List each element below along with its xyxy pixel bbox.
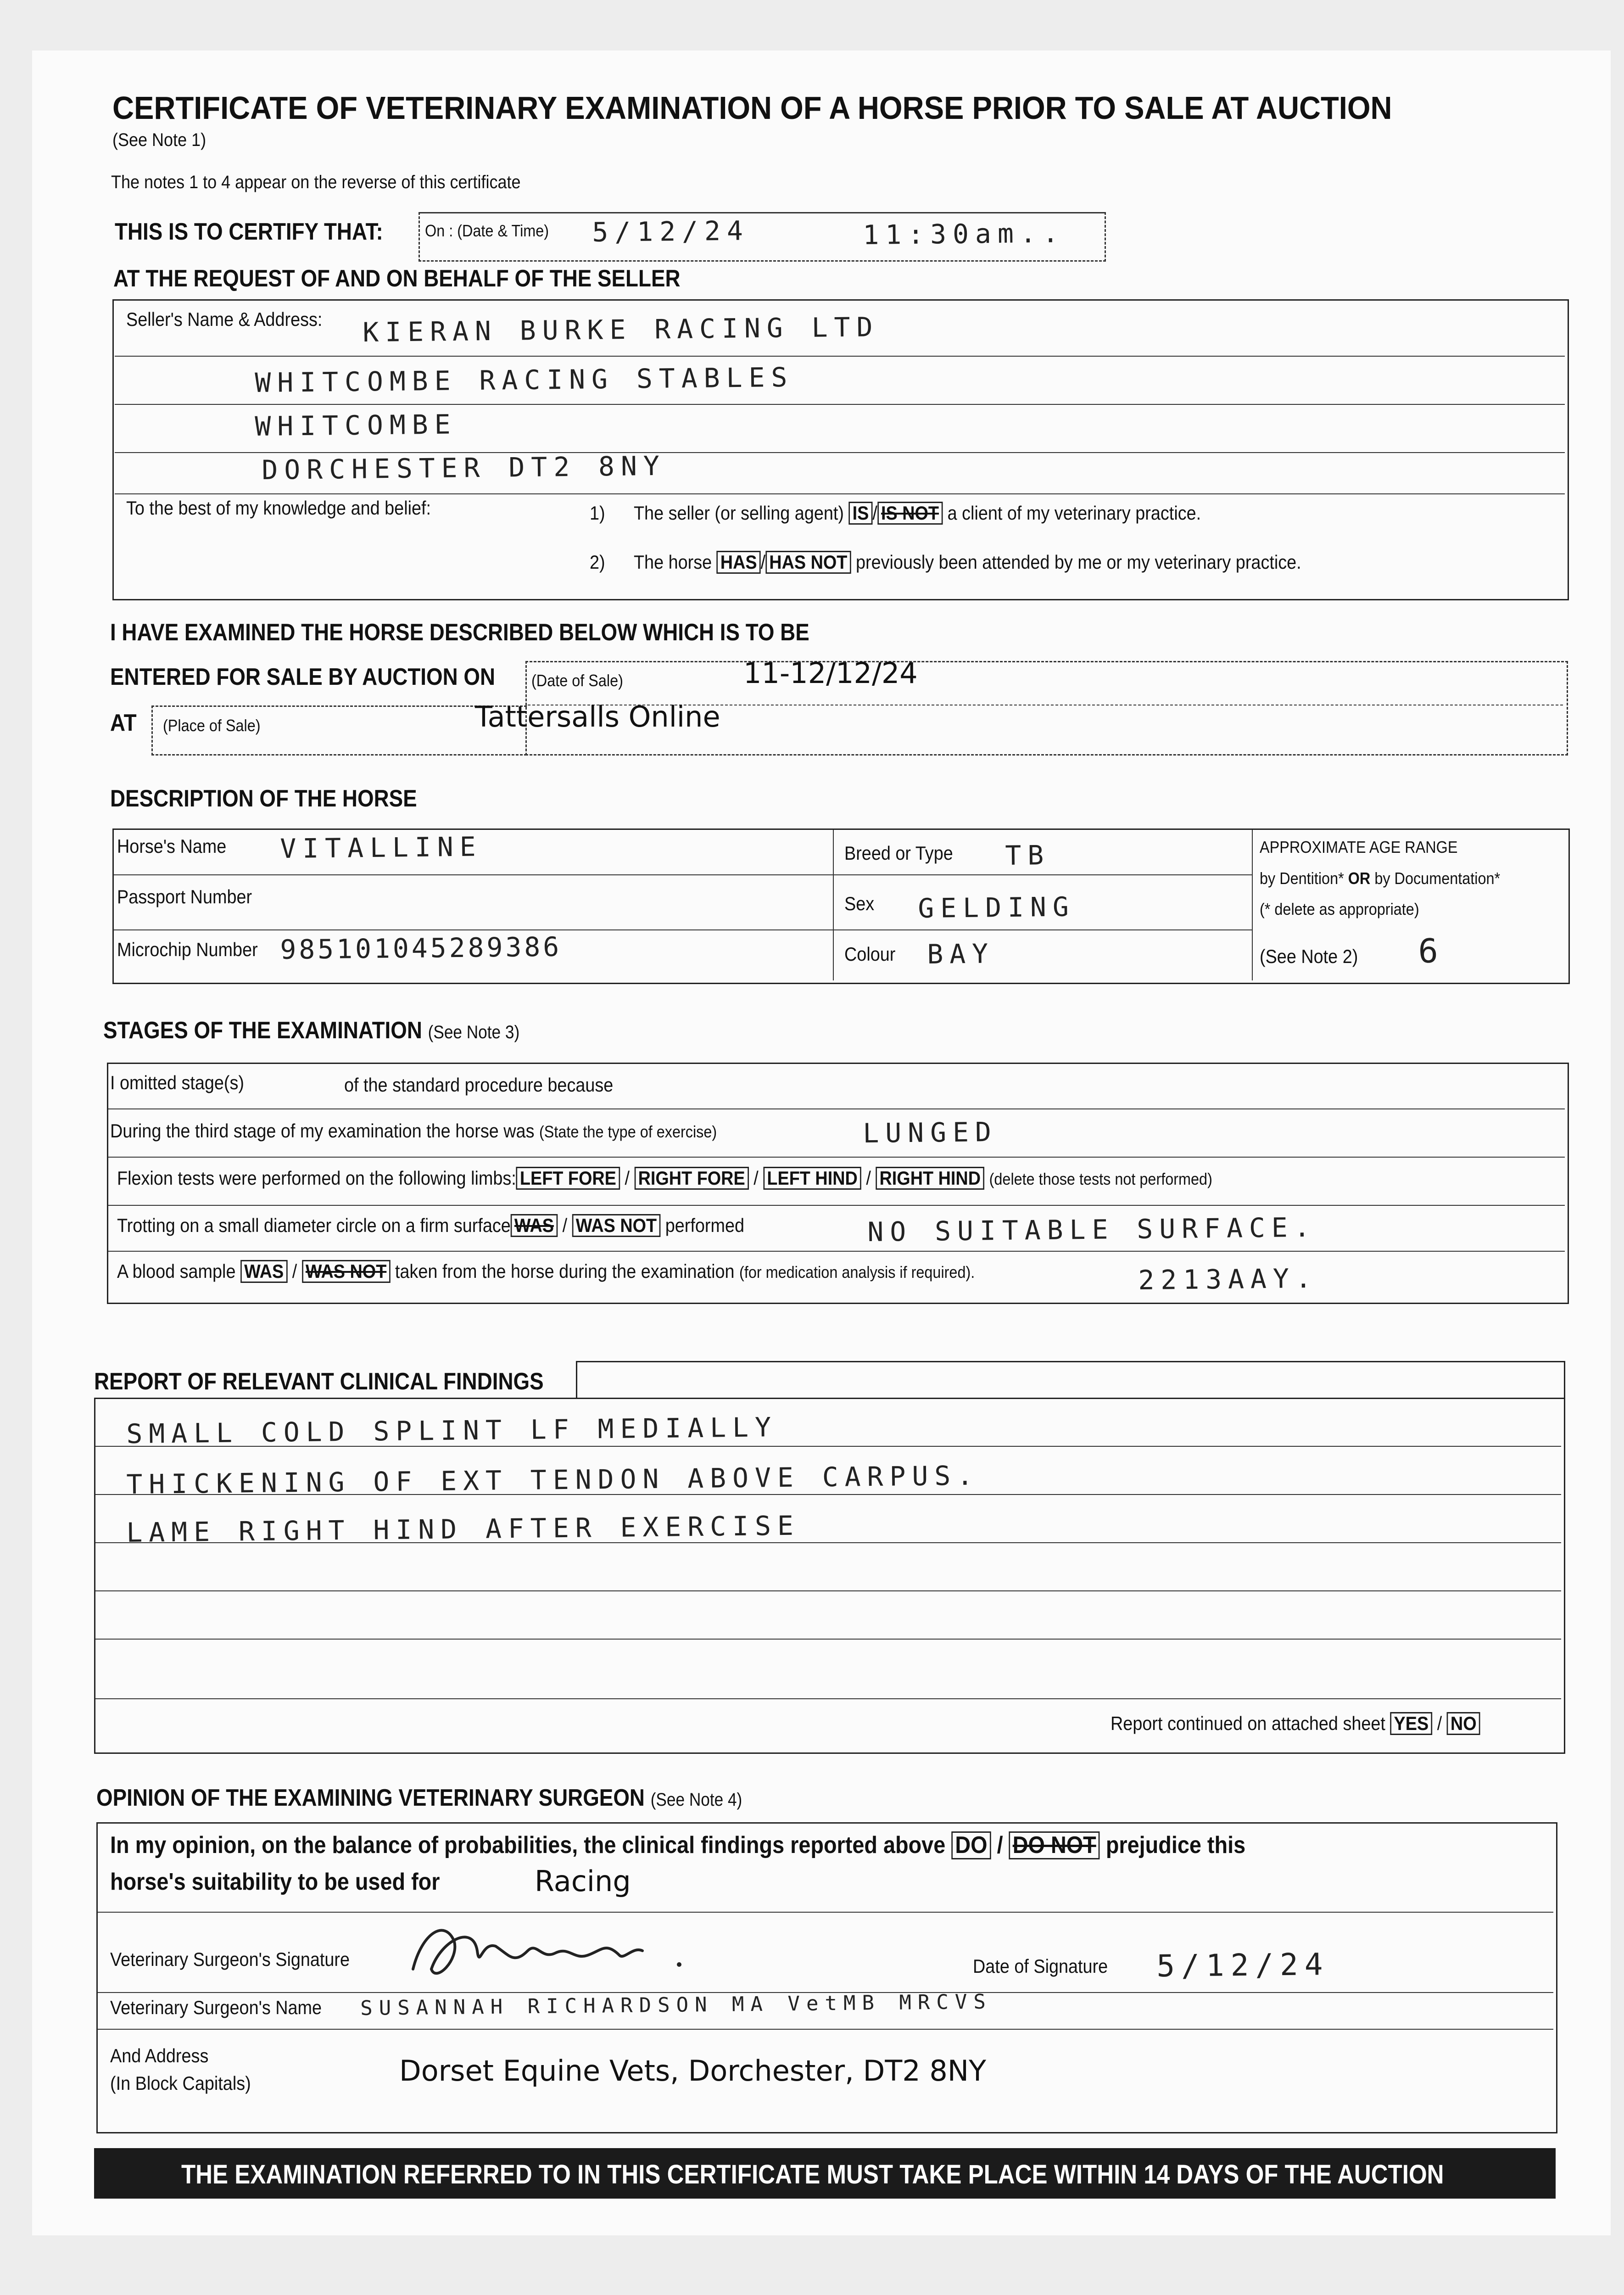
age-heading: APPROXIMATE AGE RANGE: [1260, 838, 1458, 856]
certify-label: THIS IS TO CERTIFY THAT:: [115, 218, 383, 245]
continued-no-option[interactable]: NO: [1447, 1712, 1480, 1735]
omitted-post: of the standard procedure because: [344, 1074, 614, 1096]
trot-post: performed: [665, 1215, 745, 1236]
exam-date-value: 5/12/24: [592, 215, 750, 248]
continued-row: Report continued on attached sheet YES / NO: [1111, 1712, 1480, 1735]
seller-is-option[interactable]: IS: [848, 502, 872, 525]
blood-post: taken from the horse during the examination: [395, 1260, 735, 1282]
trot-row: Trotting on a small diameter circle on a firm surface WAS / WAS NOT performed: [117, 1214, 744, 1237]
signature-label: Veterinary Surgeon's Signature: [110, 1948, 350, 1970]
finding-1: SMALL COLD SPLINT LF MEDIALLY: [126, 1411, 778, 1450]
item-1-post: a client of my veterinary practice.: [947, 502, 1201, 524]
date-time-label: On : (Date & Time): [425, 221, 549, 240]
opinion-row-3: [98, 2029, 1553, 2030]
stages-heading-text: STAGES OF THE EXAMINATION: [103, 1017, 422, 1044]
blood-pre: A blood sample: [117, 1260, 236, 1282]
seller-line-3-value: WHITCOMBE: [255, 409, 457, 442]
seller-line-2-value: WHITCOMBE RACING STABLES: [255, 361, 794, 398]
examined-line: I HAVE EXAMINED THE HORSE DESCRIBED BELOW WHICH IS TO BE: [110, 619, 809, 646]
finding-2: THICKENING OF EXT TENDON ABOVE CARPUS.: [126, 1460, 980, 1500]
seller-line-4: [115, 493, 1565, 494]
horse-name-value: VITALLINE: [280, 831, 482, 864]
horse-has-not-option[interactable]: HAS NOT: [765, 551, 851, 574]
item-1-number: 1): [590, 502, 605, 524]
opinion-text-2: horse's suitability to be used for: [110, 1869, 440, 1895]
microchip-value: 985101045289386: [280, 931, 562, 965]
knowledge-label: To the best of my knowledge and belief:: [126, 497, 431, 519]
age-delete-note: (* delete as appropriate): [1260, 900, 1419, 918]
findings-box: [94, 1398, 1565, 1754]
sex-label: Sex: [844, 893, 875, 914]
breed-value: TB: [1005, 839, 1050, 871]
seller-line-3: [115, 452, 1565, 453]
opinion-heading-text: OPINION OF THE EXAMINING VETERINARY SURGEON: [96, 1785, 645, 1811]
colour-label: Colour: [844, 943, 896, 965]
horse-has-option[interactable]: HAS: [717, 551, 761, 574]
flexion-right-hind[interactable]: RIGHT HIND: [876, 1167, 984, 1190]
vet-name-label: Veterinary Surgeon's Name: [110, 1997, 322, 2018]
item-2-text: The horse: [633, 551, 712, 573]
seller-line-1-value: KIERAN BURKE RACING LTD: [363, 311, 879, 348]
description-col-2: [1252, 830, 1253, 980]
opinion-row-1: [98, 1912, 1553, 1913]
address-block-capitals-label: (In Block Capitals): [110, 2072, 251, 2094]
blood-sample-value: 2213AAY.: [1138, 1262, 1318, 1296]
request-label: AT THE REQUEST OF AND ON BEHALF OF THE SELLER: [113, 265, 681, 292]
breed-label: Breed or Type: [844, 842, 953, 864]
blood-row: A blood sample WAS / WAS NOT taken from the horse during the examination (for medication analysis if required).: [117, 1260, 975, 1283]
item-1-text: The seller (or selling agent): [633, 502, 844, 524]
flexion-left-hind[interactable]: LEFT HIND: [763, 1167, 861, 1190]
omitted-label: I omitted stage(s): [110, 1072, 245, 1093]
place-of-sale-value[interactable]: Tattersalls Online: [475, 700, 720, 733]
suitability-use-value[interactable]: Racing: [535, 1864, 631, 1898]
findings-line-4: [95, 1590, 1561, 1591]
third-stage-note: (State the type of exercise): [539, 1122, 717, 1141]
passport-label: Passport Number: [117, 886, 252, 907]
opinion-line-1: In my opinion, on the balance of probabilities, the clinical findings reported above DO / DO NOT prejudice this: [110, 1832, 1246, 1858]
exam-time-value: 11:30am..: [863, 217, 1065, 251]
opinion-heading-note: (See Note 4): [650, 1790, 742, 1810]
item-1-row: [590, 502, 1201, 525]
opinion-text-1-post: prejudice this: [1105, 1832, 1246, 1858]
opinion-text-1: In my opinion, on the balance of probabilities, the clinical findings reported above: [110, 1832, 946, 1858]
trot-label: Trotting on a small diameter circle on a firm surface: [117, 1215, 511, 1236]
trot-was-not-option[interactable]: WAS NOT: [572, 1214, 661, 1237]
microchip-label: Microchip Number: [117, 939, 258, 960]
sex-value: GELDING: [918, 891, 1076, 924]
vet-address-value[interactable]: Dorset Equine Vets, Dorchester, DT2 8NY: [399, 2054, 987, 2088]
blood-was-not-option[interactable]: WAS NOT: [302, 1260, 391, 1283]
seller-is-not-option[interactable]: IS NOT: [877, 502, 943, 525]
flexion-right-fore[interactable]: RIGHT FORE: [635, 1167, 749, 1190]
horse-name-label: Horse's Name: [117, 835, 227, 857]
third-stage-value: LUNGED: [863, 1116, 998, 1149]
age-see-note: (See Note 2): [1260, 946, 1358, 967]
age-or: OR: [1348, 869, 1371, 888]
certificate-title: CERTIFICATE OF VETERINARY EXAMINATION OF A HORSE PRIOR TO SALE AT AUCTION: [112, 90, 1392, 126]
third-stage-label: During the third stage of my examination the horse was: [110, 1120, 535, 1142]
stages-heading: [103, 1017, 519, 1044]
trot-was-option[interactable]: WAS: [511, 1214, 558, 1237]
flexion-label: Flexion tests were performed on the following limbs:: [117, 1167, 516, 1189]
item-1-slash: /: [872, 502, 877, 524]
flexion-row: Flexion tests were performed on the following limbs: LEFT FORE / RIGHT FORE / LEFT HIND / RIGHT HIND (delete those tests not performed): [117, 1167, 1212, 1190]
age-value: 6: [1418, 931, 1445, 970]
seller-name-label: Seller's Name & Address:: [126, 308, 323, 330]
age-method-row: [1260, 869, 1500, 888]
item-2-row: [590, 551, 1301, 574]
entered-label: ENTERED FOR SALE BY AUCTION ON: [110, 664, 495, 690]
colour-value: BAY: [927, 938, 995, 970]
flexion-note: (delete those tests not performed): [989, 1170, 1212, 1188]
date-of-sale-value[interactable]: 11-12/12/24: [743, 656, 918, 690]
item-2-post: previously been attended by me or my veterinary practice.: [855, 551, 1301, 573]
findings-line-6: [95, 1698, 1561, 1699]
footer-bar: [94, 2148, 1556, 2199]
third-stage-row: [110, 1120, 717, 1142]
date-of-signature-label: Date of Signature: [973, 1955, 1108, 1977]
date-of-signature-value: 5/12/24: [1156, 1947, 1329, 1984]
title-see-note: (See Note 1): [112, 130, 206, 150]
blood-note: (for medication analysis if required).: [739, 1263, 975, 1282]
date-of-sale-label: (Date of Sale): [531, 671, 623, 690]
stages-row-2: [108, 1157, 1565, 1158]
description-row-1: [114, 874, 1252, 875]
notes-line: The notes 1 to 4 appear on the reverse of this certificate: [111, 172, 521, 192]
seller-line-1: [115, 356, 1565, 357]
findings-line-5: [95, 1639, 1561, 1640]
age-by-documentation: by Documentation*: [1374, 869, 1501, 888]
stages-row-4: [108, 1251, 1565, 1252]
age-by-dentition: by Dentition*: [1260, 869, 1344, 888]
vet-signature: [404, 1914, 716, 1992]
trot-value: NO SUITABLE SURFACE.: [867, 1211, 1317, 1248]
footer-text: THE EXAMINATION REFERRED TO IN THIS CERTIFICATE MUST TAKE PLACE WITHIN 14 DAYS OF THE AUCTION: [181, 2160, 1444, 2189]
place-of-sale-label: (Place of Sale): [163, 716, 261, 735]
description-row-2: [114, 929, 1252, 930]
findings-header-tab: [576, 1361, 1565, 1399]
stages-row-3: [108, 1205, 1565, 1206]
item-2-number: 2): [590, 551, 605, 573]
blood-was-option[interactable]: WAS: [240, 1260, 287, 1283]
description-heading: DESCRIPTION OF THE HORSE: [110, 785, 417, 812]
opinion-heading: [96, 1784, 742, 1812]
description-col-1: [833, 830, 834, 980]
seller-line-2: [115, 404, 1565, 405]
findings-heading: REPORT OF RELEVANT CLINICAL FINDINGS: [94, 1368, 544, 1395]
vet-name-value: SUSANNAH RICHARDSON MA VetMB MRCVS: [360, 1990, 993, 2020]
stages-row-1: [108, 1108, 1565, 1109]
continued-label: Report continued on attached sheet: [1111, 1713, 1385, 1734]
seller-line-4-value: DORCHESTER DT2 8NY: [262, 450, 666, 486]
at-label: AT: [110, 710, 137, 736]
stages-heading-note: (See Note 3): [428, 1022, 520, 1042]
address-label: And Address: [110, 2045, 209, 2066]
opinion-do-option[interactable]: DO: [951, 1831, 991, 1859]
opinion-do-not-option[interactable]: DO NOT: [1009, 1831, 1100, 1859]
finding-3: LAME RIGHT HIND AFTER EXERCISE: [126, 1510, 800, 1548]
continued-yes-option[interactable]: YES: [1390, 1712, 1432, 1735]
flexion-left-fore[interactable]: LEFT FORE: [516, 1167, 620, 1190]
item-2-slash: /: [760, 551, 766, 573]
